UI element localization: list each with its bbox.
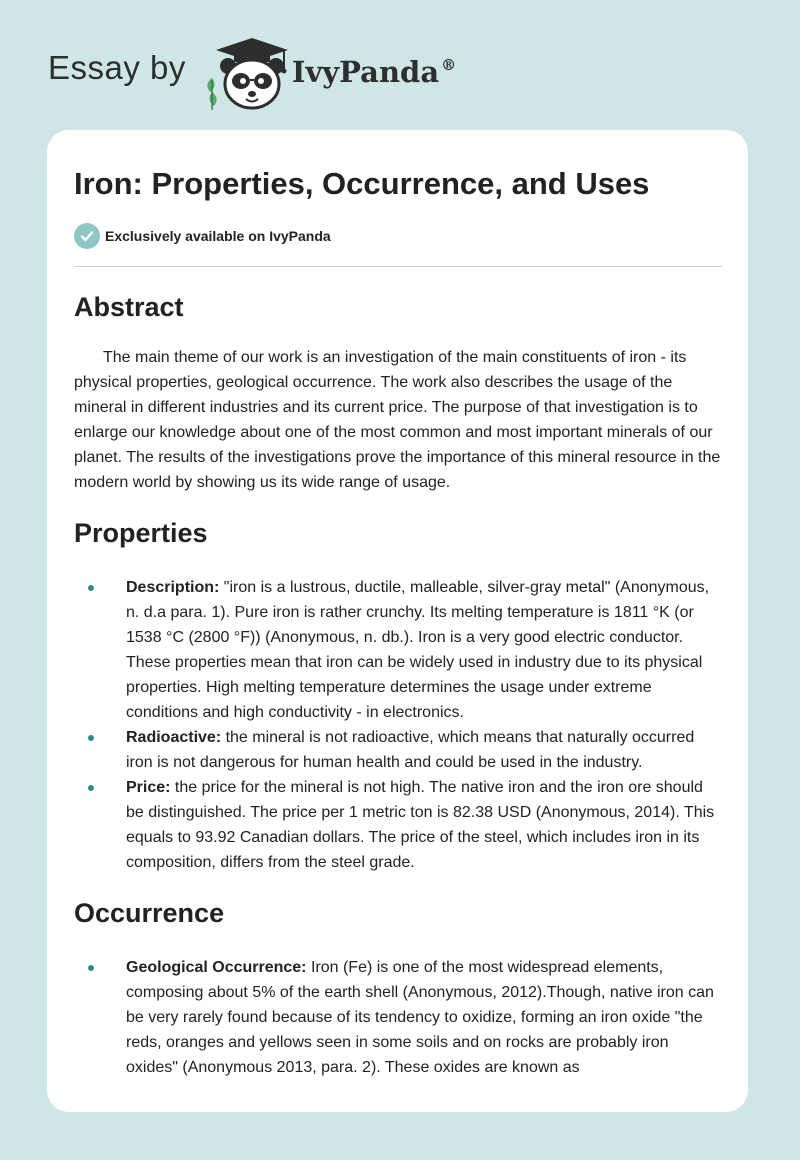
panda-logo-icon bbox=[200, 36, 290, 112]
divider bbox=[74, 266, 722, 267]
section-heading-abstract: Abstract bbox=[74, 292, 184, 322]
bullet-icon bbox=[88, 785, 94, 791]
bullet-icon bbox=[88, 735, 94, 741]
section-heading-properties: Properties bbox=[74, 518, 208, 548]
properties-list bbox=[74, 575, 722, 875]
item-text: Iron (Fe) is one of the most widespread elements, composing about 5% of the earth shell (Anonymous, 2012).Though, native iron can be very rarely found because of its tendency to oxidize, forming an iron oxide "the reds, oranges and yellows seen in some soils and on rocks are probably iron oxides" (Anonymous 2013, para. 2). These oxides are known as bbox=[126, 959, 714, 1076]
check-icon bbox=[74, 223, 100, 249]
bullet-icon bbox=[88, 965, 94, 971]
list-item bbox=[74, 575, 722, 725]
essay-card bbox=[47, 130, 748, 1112]
brand-header bbox=[48, 36, 456, 112]
list-item bbox=[74, 775, 722, 875]
abstract-paragraph: The main theme of our work is an investigation of the main constituents of iron - its physical properties, geological occurrence. The work also describes the usage of the mineral in different industries and its current price. The purpose of that investigation is to enlarge our knowledge about one of the most common and most important minerals of our planet. The results of the investigations prove the importance of this mineral resource in the modern world by showing us its wide range of usage. bbox=[74, 349, 721, 491]
bullet-icon bbox=[88, 585, 94, 591]
item-term: Price: bbox=[126, 779, 171, 796]
list-item bbox=[74, 955, 722, 1080]
item-term: Description: bbox=[126, 579, 220, 596]
item-term: Radioactive: bbox=[126, 729, 222, 746]
page-title: Iron: Properties, Occurrence, and Uses bbox=[74, 166, 650, 201]
registered-mark: ® bbox=[441, 56, 457, 74]
item-text: "iron is a lustrous, ductile, malleable, silver-gray metal" (Anonymous, n. d.a para. 1). Pure iron is rather crunchy. Its melting temperature is 1811 °K (or 1538 °C (2800 °F)) (Anonymous, n. db.). Iron is a very good electric conductor. These properties mean that iron can be widely used in industry due to its physical properties. High melting temperature determines the usage under extreme conditions and high conductivity - in electronics. bbox=[126, 579, 710, 721]
item-text: the price for the mineral is not high. The native iron and the iron ore should be distinguished. The price per 1 metric ton is 82.38 USD (Anonymous, 2014). This equals to 93.92 Canadian dollars. The price of the steel, which includes iron in its composition, differs from the steel grade. bbox=[126, 779, 715, 871]
brand-prefix: Essay by bbox=[48, 49, 186, 86]
exclusive-label: Exclusively available on IvyPanda bbox=[105, 228, 331, 244]
item-term: Geological Occurrence: bbox=[126, 959, 307, 976]
section-heading-occurrence: Occurrence bbox=[74, 898, 225, 928]
occurrence-list bbox=[74, 955, 722, 1080]
item-text: the mineral is not radioactive, which means that naturally occurred iron is not dangerous for human health and could be used in the industry. bbox=[126, 729, 695, 771]
list-item bbox=[74, 725, 722, 775]
brand-name: IvyPanda ® bbox=[291, 55, 457, 89]
exclusive-badge bbox=[74, 222, 722, 250]
